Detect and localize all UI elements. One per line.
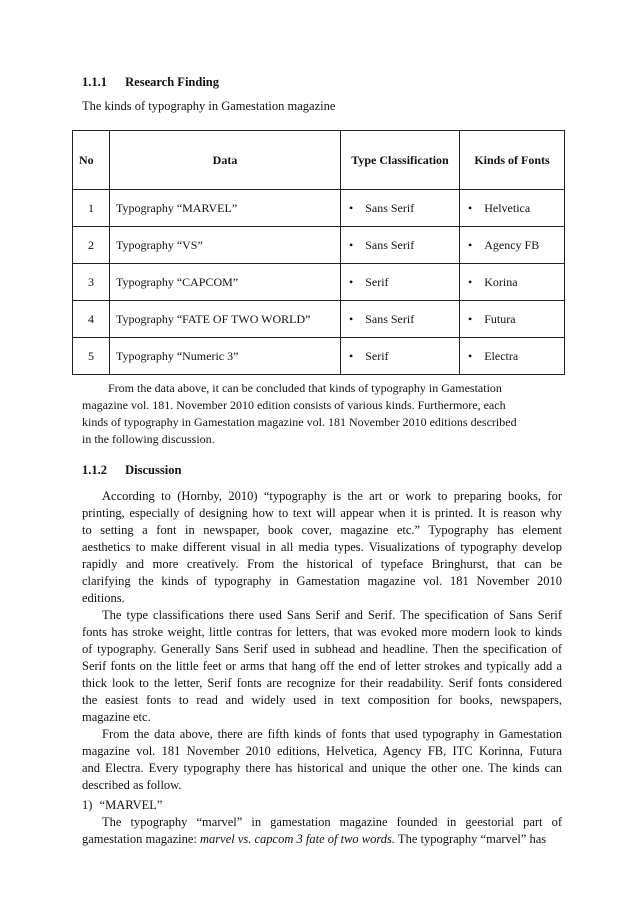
cell-font: • Agency FB: [460, 227, 565, 264]
cell-data: Typography “CAPCOM”: [110, 264, 341, 301]
marvel-paragraph: [82, 814, 562, 848]
paragraph-line: Serif fonts on the little feet or arms that hang off the end of letter strokes and typically add a: [82, 659, 562, 673]
discussion-paragraph-2: [82, 607, 562, 726]
paragraph-line: [82, 831, 562, 848]
paragraph-line: described as follow.: [82, 778, 182, 792]
cell-font: • Helvetica: [460, 190, 565, 227]
discussion-paragraph-1: [82, 488, 562, 607]
table-caption: The kinds of typography in Gamestation magazine: [82, 99, 336, 113]
paragraph-line: From the data above, it can be concluded that kinds of typography in Gamestation: [108, 381, 502, 395]
table-row: [73, 338, 565, 375]
paragraph-line: kinds of typography in Gamestation magazine vol. 181 November 2010 editions described: [82, 415, 517, 429]
paragraph-line: aesthetics to make different visual in all media types. Visualizations of typography develop: [82, 540, 562, 554]
paragraph-line: the easiest fonts to read and widely used in text composition for books, newspapers,: [82, 693, 562, 707]
text-run: The typography “marvel” has: [395, 832, 547, 846]
cell-no: 1: [73, 190, 110, 227]
cell-no: 5: [73, 338, 110, 375]
discussion-paragraph-3: [82, 726, 562, 794]
paragraph-line: thick look to the letter, Serif fonts are recognize for their readability. Serif fonts considered: [82, 676, 562, 690]
section-number: 1.1.1: [82, 75, 107, 89]
paragraph-line: of typography. Generally Sans Serif used in subhead and headline. Then the specification of: [82, 642, 562, 656]
text-run: gamestation magazine:: [82, 832, 201, 846]
paragraph-line: printing, especially of designing how to text will appear when it is printed. It is reason why: [82, 506, 562, 520]
table-row: [73, 264, 565, 301]
table-row: [73, 190, 565, 227]
cell-type: • Serif: [341, 264, 460, 301]
header-kinds-of-fonts: Kinds of Fonts: [460, 131, 565, 190]
section-title: Research Finding: [125, 75, 219, 89]
list-marker: 1): [82, 798, 93, 812]
section-heading-discussion: [82, 463, 181, 478]
section-heading-research-finding: [82, 75, 219, 90]
paragraph-line: fonts has stroke weight, little contras for letters, that was evoked more modern look to kinds: [82, 625, 562, 639]
paragraph-line: The typography “marvel” in gamestation magazine founded in geestorial part of: [102, 815, 562, 829]
header-data: Data: [110, 131, 341, 190]
section-title: Discussion: [125, 463, 182, 477]
paragraph-line: editions.: [82, 591, 125, 605]
list-item-title: “MARVEL”: [99, 798, 163, 812]
paragraph-line: in the following discussion.: [82, 432, 215, 446]
paragraph-line: From the data above, there are fifth kinds of fonts that used typography in Gamestation: [102, 727, 562, 741]
paragraph-line: According to (Hornby, 2010) “typography is the art or work to preparing books, for: [102, 489, 562, 503]
paragraph-line: magazine vol. 181. November 2010 edition consists of various kinds. Furthermore, each: [82, 398, 506, 412]
cell-type: • Serif: [341, 338, 460, 375]
paragraph-line: magazine etc.: [82, 710, 151, 724]
cell-no: 4: [73, 301, 110, 338]
cell-data: Typography “MARVEL”: [110, 190, 341, 227]
header-type-classification: Type Classification: [341, 131, 460, 190]
section-number: 1.1.2: [82, 463, 107, 477]
paragraph-line: magazine vol. 181 November 2010 editions, Helvetica, Agency FB, ITC Korinna, Futura: [82, 744, 562, 758]
cell-font: • Futura: [460, 301, 565, 338]
paragraph-line: and Electra. Every typography there has historical and unique the other one. The kinds can: [82, 761, 562, 775]
list-item-marvel: [82, 797, 562, 814]
cell-type: • Sans Serif: [341, 190, 460, 227]
cell-no: 2: [73, 227, 110, 264]
table-row: [73, 227, 565, 264]
cell-data: Typography “VS”: [110, 227, 341, 264]
italic-title: marvel vs. capcom 3 fate of two words.: [200, 832, 396, 846]
cell-font: • Korina: [460, 264, 565, 301]
paragraph-line: to setting a font in newspaper, book cover, magazine etc.” Typography has element: [82, 523, 562, 537]
cell-data: Typography “FATE OF TWO WORLD”: [110, 301, 341, 338]
table-row: [73, 301, 565, 338]
paragraph-line: clarifying the kinds of typography in Gamestation magazine vol. 181 November 2010: [82, 574, 562, 588]
cell-data: Typography “Numeric 3”: [110, 338, 341, 375]
header-no: No: [73, 131, 110, 190]
paragraph-line: rapidly and more creatively. From the historical of typeface Bringhurst, that can be: [82, 557, 562, 571]
paragraph-line: The type classifications there used Sans Serif and Serif. The specification of Sans Serif: [102, 608, 562, 622]
cell-type: • Sans Serif: [341, 227, 460, 264]
conclusion-paragraph: [82, 380, 534, 448]
typography-table: [72, 130, 565, 375]
cell-type: • Sans Serif: [341, 301, 460, 338]
table-header-row: [73, 131, 565, 190]
cell-font: • Electra: [460, 338, 565, 375]
cell-no: 3: [73, 264, 110, 301]
